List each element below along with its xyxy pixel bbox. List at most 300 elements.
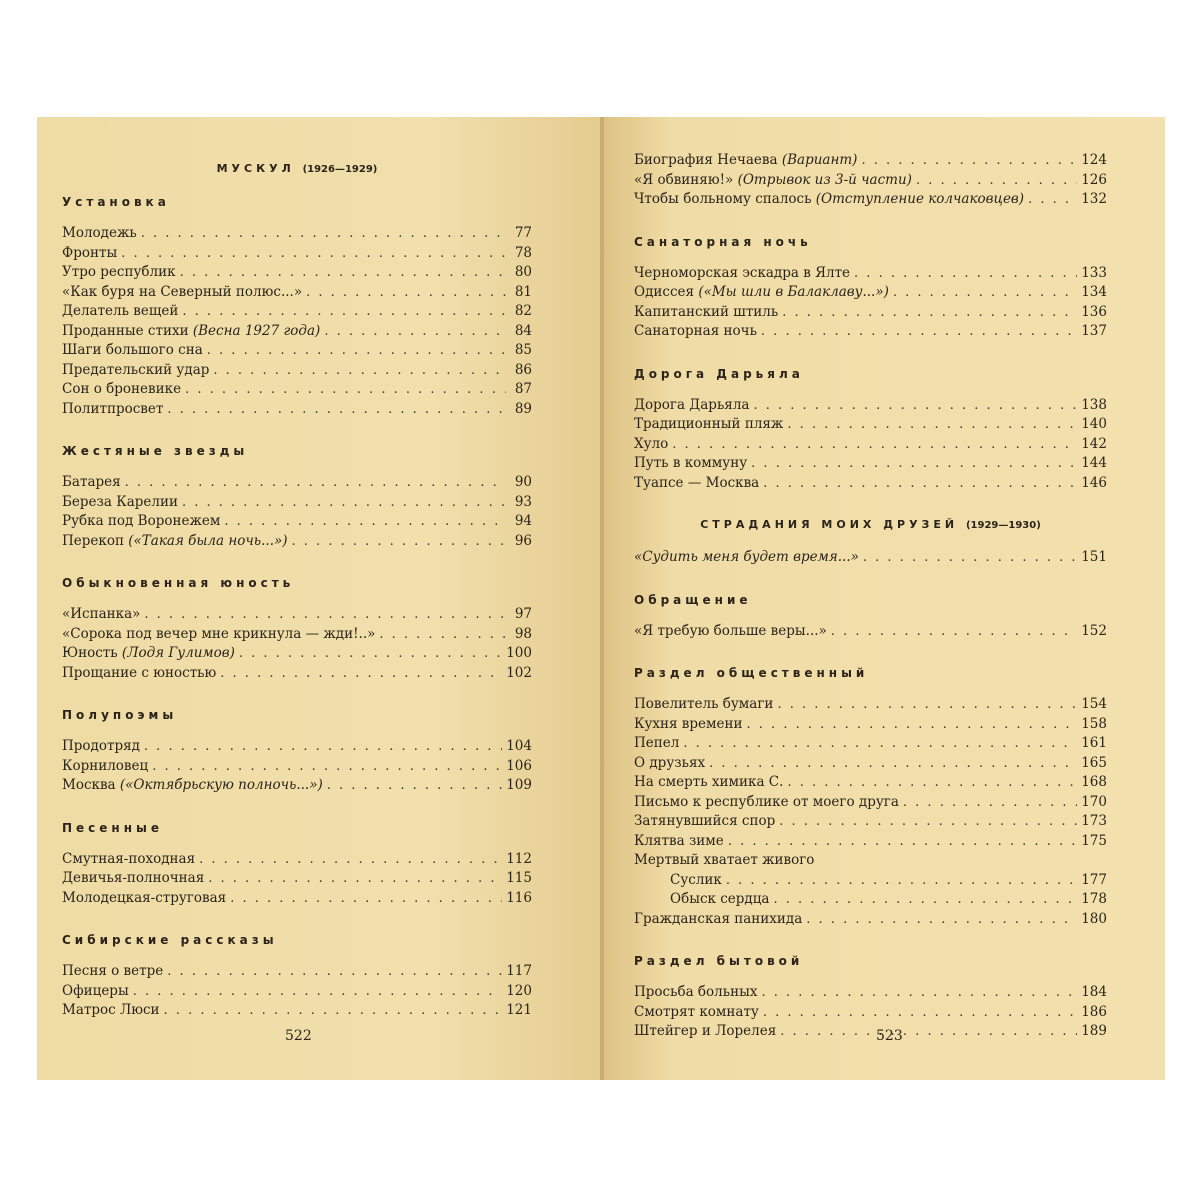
toc-entry — [62, 664, 532, 684]
toc-section — [62, 441, 532, 551]
toc-entry-text: Предательский удар — [62, 361, 210, 378]
toc-entry — [634, 474, 1107, 494]
toc-entry-page: 154 — [1081, 696, 1107, 712]
dot-leader — [903, 793, 1077, 813]
toc-entry-title — [62, 1001, 160, 1021]
toc-entry-title — [634, 303, 778, 323]
toc-entry-title — [670, 871, 722, 891]
toc-entry-text: На смерть химика С. — [634, 774, 784, 790]
toc-section — [62, 705, 532, 796]
dot-leader — [121, 244, 506, 264]
toc-entry-title — [62, 302, 178, 322]
toc-entry-text: Обыск сердца — [670, 891, 770, 907]
toc-entry — [62, 341, 532, 361]
toc-entry-title — [62, 605, 140, 625]
toc-entry-page: 137 — [1081, 323, 1107, 339]
toc-entry-title — [634, 474, 759, 494]
toc-entry-text: Сон о броневике — [62, 381, 182, 397]
toc-entry-page: 136 — [1081, 303, 1107, 320]
toc-entry-title — [634, 322, 757, 342]
toc-entry — [62, 962, 532, 982]
toc-entry-page: 121 — [506, 1002, 532, 1018]
toc-entry-title — [62, 625, 375, 645]
toc-entry-page: 77 — [514, 225, 532, 241]
toc-entry-page: 184 — [1081, 984, 1107, 1000]
dot-leader — [747, 715, 1078, 735]
toc-entry — [634, 832, 1107, 852]
toc-entry-title — [634, 793, 899, 813]
toc-entry — [62, 1001, 532, 1021]
toc-entry — [62, 776, 532, 796]
section-title: Раздел бытовой — [634, 954, 804, 968]
toc-entry-text: Смутная-походная — [62, 850, 196, 867]
toc-entry-page: 104 — [506, 738, 532, 754]
toc-entry-title — [62, 532, 288, 552]
dot-leader — [327, 776, 502, 796]
toc-entry-title — [62, 850, 195, 870]
toc-entry — [634, 322, 1107, 342]
section-title: Обыкновенная юность — [62, 576, 295, 590]
dot-leader — [213, 361, 506, 381]
toc-entry-subtitle: («Такая была ночь...») — [128, 532, 288, 549]
toc-entry — [62, 263, 532, 283]
dot-leader — [787, 415, 1077, 435]
toc-entry-subtitle: (Отступление колчаковцев) — [815, 191, 1025, 207]
toc-entry — [62, 737, 532, 757]
toc-entry-page: 115 — [506, 870, 532, 886]
dot-leader — [761, 322, 1077, 342]
section-title: Песенные — [62, 820, 164, 835]
toc-section — [634, 951, 1107, 1042]
dot-leader — [780, 1022, 1077, 1042]
section-title: Дорога Дарьяла — [634, 366, 804, 381]
toc-entry-text: О друзьях — [634, 754, 706, 771]
toc-entry — [62, 605, 532, 625]
toc-entry-text: Туапсе — Москва — [634, 474, 760, 491]
toc-entry — [634, 1003, 1107, 1023]
dot-leader — [167, 400, 506, 420]
toc-entry-page: 126 — [1081, 171, 1107, 188]
dot-leader — [709, 754, 1077, 774]
toc-section — [62, 930, 532, 1021]
toc-entry-title — [62, 982, 129, 1002]
dot-leader — [861, 151, 1077, 171]
toc-entry-title — [634, 1022, 776, 1042]
section-title: Установка — [62, 195, 170, 209]
dot-leader — [763, 474, 1077, 494]
toc-entry-page: 144 — [1081, 455, 1107, 471]
toc-entry-title — [62, 644, 235, 664]
toc-entry-text: Утро республик — [62, 264, 176, 280]
dot-leader — [753, 396, 1077, 416]
toc-entry-text: Перекоп — [62, 532, 124, 549]
toc-entry-page: 81 — [514, 283, 532, 300]
toc-entry-page: 161 — [1081, 735, 1107, 751]
toc-entry-text: Молодецкая-струговая — [62, 889, 227, 906]
toc-entry-page: 158 — [1081, 715, 1107, 732]
toc-entry-page: 94 — [514, 513, 532, 529]
toc-entry-page: 78 — [514, 244, 532, 261]
section-title: Сибирские рассказы — [62, 933, 278, 947]
toc-section — [634, 663, 1107, 929]
dot-leader — [379, 625, 506, 645]
toc-entry-title — [62, 244, 117, 264]
dot-leader — [180, 263, 506, 283]
dot-leader — [1028, 190, 1077, 210]
dot-leader — [863, 548, 1077, 568]
toc-entry — [634, 812, 1107, 832]
toc-entry-title — [634, 190, 1024, 210]
dot-leader — [761, 983, 1077, 1003]
dot-leader — [306, 283, 506, 303]
toc-entry-subtitle: (Весна 1927 года) — [192, 322, 321, 339]
dot-leader — [773, 890, 1077, 910]
toc-section — [62, 573, 532, 683]
toc-entry-page: 165 — [1081, 754, 1107, 771]
toc-entry-page: 120 — [506, 982, 532, 999]
toc-entry-title — [62, 263, 176, 283]
toc-entry-text: Черноморская эскадра в Ялте — [634, 264, 851, 281]
toc-entry-title — [634, 1003, 759, 1023]
dot-leader — [144, 605, 506, 625]
toc-entry-title — [634, 695, 773, 715]
toc-entry-title — [62, 380, 181, 400]
toc-entry-page: 100 — [506, 645, 532, 661]
toc-entry — [634, 190, 1107, 210]
right-toc — [634, 151, 1107, 1064]
toc-entry-page: 186 — [1081, 1003, 1107, 1020]
toc-entry-title — [62, 737, 140, 757]
dot-leader — [831, 622, 1077, 642]
toc-entry-page: 175 — [1081, 832, 1107, 849]
dot-leader — [728, 832, 1077, 852]
toc-entry — [634, 773, 1107, 793]
toc-entry-page: 112 — [506, 850, 532, 867]
toc-entry — [634, 983, 1107, 1003]
toc-entry-text: Капитанский штиль — [634, 303, 779, 320]
toc-entry-subtitle: (Отрывок из 3-й части) — [737, 171, 912, 188]
toc-entry — [634, 548, 1107, 568]
dot-leader — [726, 871, 1077, 891]
toc-entry — [634, 283, 1107, 303]
toc-entry-text: Политпросвет — [62, 400, 164, 417]
toc-entry-title — [62, 224, 137, 244]
page-number: 523 — [876, 1028, 903, 1044]
dot-leader — [854, 264, 1077, 284]
part-name: МУСКУЛ — [216, 162, 295, 175]
toc-entry-page: 90 — [514, 474, 532, 490]
toc-entry-title — [634, 396, 749, 416]
dot-leader — [144, 737, 502, 757]
toc-entry-text: Дорога Дарьяла — [634, 396, 750, 413]
toc-entry-text: Офицеры — [62, 982, 129, 999]
dot-leader — [751, 454, 1077, 474]
toc-entry-text: Мертвый хватает живого — [634, 852, 815, 868]
toc-entry-page: 96 — [514, 532, 532, 549]
dot-leader — [239, 644, 502, 664]
toc-entry — [634, 910, 1107, 930]
toc-entry-page: 85 — [514, 342, 532, 358]
toc-entry-subtitle: (Вариант) — [781, 152, 858, 168]
toc-entry-title — [634, 832, 724, 852]
book-spread — [37, 117, 1165, 1080]
toc-entry-text: Повелитель бумаги — [634, 696, 774, 712]
toc-entry-text: Традиционный пляж — [634, 416, 784, 432]
toc-entry-page: 178 — [1081, 891, 1107, 907]
dot-leader — [164, 1001, 503, 1021]
toc-entry-page: 89 — [514, 400, 532, 417]
toc-entry — [634, 171, 1107, 191]
toc-entry-title — [62, 776, 323, 796]
toc-entry-text: Песня о ветре — [62, 963, 164, 979]
toc-entry-subtitle: «Судить меня будет время...» — [634, 549, 859, 565]
toc-entry-text: Гражданская панихида — [634, 910, 803, 927]
toc-entry — [62, 625, 532, 645]
toc-entry-text: Чтобы больному спалось — [634, 191, 812, 207]
dot-leader — [224, 512, 506, 532]
toc-entry-text: Делатель вещей — [62, 303, 179, 319]
toc-section — [62, 192, 532, 419]
toc-entry — [634, 734, 1107, 754]
toc-entry-title — [634, 983, 757, 1003]
toc-entry — [62, 244, 532, 264]
toc-entry — [634, 793, 1107, 813]
toc-entry-page: 80 — [514, 264, 532, 280]
toc-entry — [62, 473, 532, 493]
toc-entry-page: 102 — [506, 664, 532, 681]
toc-entry — [62, 283, 532, 303]
dot-leader — [672, 435, 1077, 455]
dot-leader — [207, 341, 506, 361]
toc-entry — [62, 224, 532, 244]
dot-leader — [208, 869, 502, 889]
toc-entry-page: 84 — [514, 322, 532, 339]
toc-entry-title — [62, 322, 320, 342]
dot-leader — [182, 302, 506, 322]
dot-leader — [806, 910, 1077, 930]
toc-entry-text: Молодежь — [62, 225, 137, 241]
toc-entry-page: 189 — [1081, 1023, 1107, 1039]
toc-entry — [634, 151, 1107, 171]
toc-entry-text: Биография Нечаева — [634, 152, 778, 168]
dot-leader — [185, 380, 506, 400]
toc-entry-text: Затянувшийся спор — [634, 813, 776, 829]
dot-leader — [324, 322, 506, 342]
toc-entry-page: 98 — [514, 625, 532, 642]
toc-entry-text: Кухня времени — [634, 715, 743, 732]
toc-entry — [634, 454, 1107, 474]
toc-entry-title — [62, 493, 178, 513]
toc-entry-page: 86 — [514, 361, 532, 378]
toc-entry-page: 146 — [1081, 474, 1107, 491]
toc-entry-page: 151 — [1081, 549, 1107, 565]
toc-entry-text: Хуло — [634, 435, 669, 452]
toc-entry-title — [634, 754, 705, 774]
toc-entry-text: Прощание с юностью — [62, 664, 217, 681]
dot-leader — [152, 757, 502, 777]
toc-entry-page: 173 — [1081, 813, 1107, 829]
toc-entry-text: Юность — [62, 645, 118, 661]
toc-entry-title — [62, 361, 209, 381]
toc-entry-page: 177 — [1081, 871, 1107, 888]
toc-entry-text: «Как буря на Северный полюс...» — [62, 283, 303, 300]
toc-entry-title — [62, 869, 204, 889]
toc-entry-text: «Я требую больше веры...» — [634, 622, 827, 639]
toc-section — [634, 590, 1107, 642]
toc-entry-title — [634, 851, 814, 871]
toc-entry-text: Смотрят комнату — [634, 1003, 759, 1020]
toc-entry-text: «Сорока под вечер мне крикнула — жди!..» — [62, 625, 376, 642]
page-number: 522 — [285, 1028, 312, 1044]
toc-entry — [634, 435, 1107, 455]
part-title — [62, 159, 532, 180]
toc-entry-text: Штейгер и Лорелея — [634, 1023, 777, 1039]
toc-entry-page: 180 — [1081, 910, 1107, 927]
toc-entry — [634, 871, 1107, 891]
toc-entry-text: Клятва зиме — [634, 832, 724, 849]
toc-entry — [634, 851, 1107, 871]
toc-entry-title — [634, 622, 827, 642]
toc-entry-title — [62, 664, 216, 684]
toc-entry-page: 133 — [1081, 264, 1107, 281]
section-title: Раздел общественный — [634, 666, 869, 680]
toc-entry-subtitle: («Октябрьскую полночь...») — [119, 777, 323, 793]
toc-entry-title — [634, 734, 679, 754]
dot-leader — [199, 850, 502, 870]
toc-entry-page: 117 — [506, 963, 532, 979]
toc-entry-text: Шаги большого сна — [62, 342, 203, 358]
dot-leader — [782, 303, 1077, 323]
toc-entry-text: Пепел — [634, 735, 680, 751]
toc-entry-title — [634, 715, 743, 735]
toc-section — [62, 818, 532, 909]
toc-entry-page: 109 — [506, 777, 532, 793]
dot-leader — [167, 962, 502, 982]
toc-entry — [634, 622, 1107, 642]
toc-entry-text: «Я обвиняю!» — [634, 171, 734, 188]
dot-leader — [292, 532, 506, 552]
toc-entry — [634, 264, 1107, 284]
toc-entry-text: Проданные стихи — [62, 322, 189, 339]
toc-entry-page: 168 — [1081, 774, 1107, 790]
dot-leader — [683, 734, 1077, 754]
dot-leader — [916, 171, 1077, 191]
toc-entry-title — [634, 812, 775, 832]
toc-entry-subtitle: (Лодя Гулимов) — [121, 645, 235, 661]
toc-entry — [634, 415, 1107, 435]
toc-entry-title — [634, 435, 668, 455]
toc-entry-page: 116 — [506, 889, 532, 906]
toc-entry-text: Матрос Люси — [62, 1002, 160, 1018]
section-title: Жестяные звезды — [62, 444, 249, 458]
toc-entry — [634, 890, 1107, 910]
left-page — [37, 117, 600, 1080]
toc-entry-text: Батарея — [62, 474, 121, 490]
part-name: СТРАДАНИЯ МОИХ ДРУЗЕЙ — [700, 518, 959, 531]
dot-leader — [777, 695, 1077, 715]
toc-entry-title — [62, 512, 220, 532]
toc-entry-title — [670, 890, 769, 910]
dot-leader — [125, 473, 506, 493]
toc-group — [634, 151, 1107, 210]
toc-entry — [634, 754, 1107, 774]
toc-entry-title — [634, 283, 889, 303]
dot-leader — [763, 1003, 1077, 1023]
toc-entry-page: 93 — [514, 493, 532, 510]
toc-entry-text: Продотряд — [62, 738, 140, 754]
dot-leader — [220, 664, 502, 684]
toc-entry — [634, 715, 1107, 735]
toc-entry — [62, 982, 532, 1002]
dot-leader — [230, 889, 502, 909]
toc-entry — [62, 644, 532, 664]
toc-entry-title — [62, 283, 302, 303]
toc-entry — [62, 850, 532, 870]
toc-entry-subtitle: («Мы шли в Балаклаву...») — [698, 284, 889, 300]
toc-entry — [62, 302, 532, 322]
section-title: Санаторная ночь — [634, 234, 812, 249]
toc-entry-title — [62, 962, 163, 982]
toc-entry — [62, 869, 532, 889]
toc-entry-title — [634, 151, 857, 171]
toc-entry — [62, 380, 532, 400]
toc-entry — [62, 757, 532, 777]
toc-entry-title — [634, 454, 747, 474]
dot-leader — [182, 493, 506, 513]
toc-entry — [634, 303, 1107, 323]
dot-leader — [787, 773, 1077, 793]
toc-section — [634, 364, 1107, 494]
toc-section — [634, 232, 1107, 342]
toc-group — [634, 548, 1107, 568]
toc-entry-title — [62, 400, 163, 420]
toc-entry-title — [634, 773, 783, 793]
toc-entry-text: Москва — [62, 777, 116, 793]
toc-entry-page: 140 — [1081, 416, 1107, 432]
section-title: Обращение — [634, 592, 752, 607]
toc-entry — [62, 532, 532, 552]
toc-entry-page: 142 — [1081, 435, 1107, 452]
toc-entry-text: «Испанка» — [62, 606, 141, 622]
toc-entry-text: Путь в коммуну — [634, 455, 748, 471]
toc-entry-page: 82 — [514, 303, 532, 319]
section-title: Полупоэмы — [62, 708, 178, 722]
toc-entry-text: Суслик — [670, 871, 722, 888]
toc-entry-title — [634, 264, 850, 284]
toc-entry-page: 87 — [514, 381, 532, 397]
toc-entry-page: 134 — [1081, 284, 1107, 300]
toc-entry-page: 152 — [1081, 622, 1107, 639]
dot-leader — [893, 283, 1077, 303]
toc-entry-title — [634, 548, 859, 568]
toc-entry-text: Просьба больных — [634, 984, 758, 1000]
toc-entry-title — [62, 473, 121, 493]
toc-entry-page: 124 — [1081, 152, 1107, 168]
part-years: (1926—1929) — [302, 164, 378, 175]
dot-leader — [141, 224, 506, 244]
toc-entry-text: Фронты — [62, 244, 118, 261]
toc-entry — [634, 695, 1107, 715]
toc-entry-title — [62, 341, 203, 361]
toc-entry-title — [634, 171, 912, 191]
toc-entry-text: Санаторная ночь — [634, 323, 757, 339]
dot-leader — [133, 982, 503, 1002]
toc-entry — [62, 361, 532, 381]
toc-entry-page: 97 — [514, 606, 532, 622]
toc-entry — [62, 493, 532, 513]
part-years: (1929—1930) — [965, 520, 1041, 531]
toc-entry — [62, 322, 532, 342]
